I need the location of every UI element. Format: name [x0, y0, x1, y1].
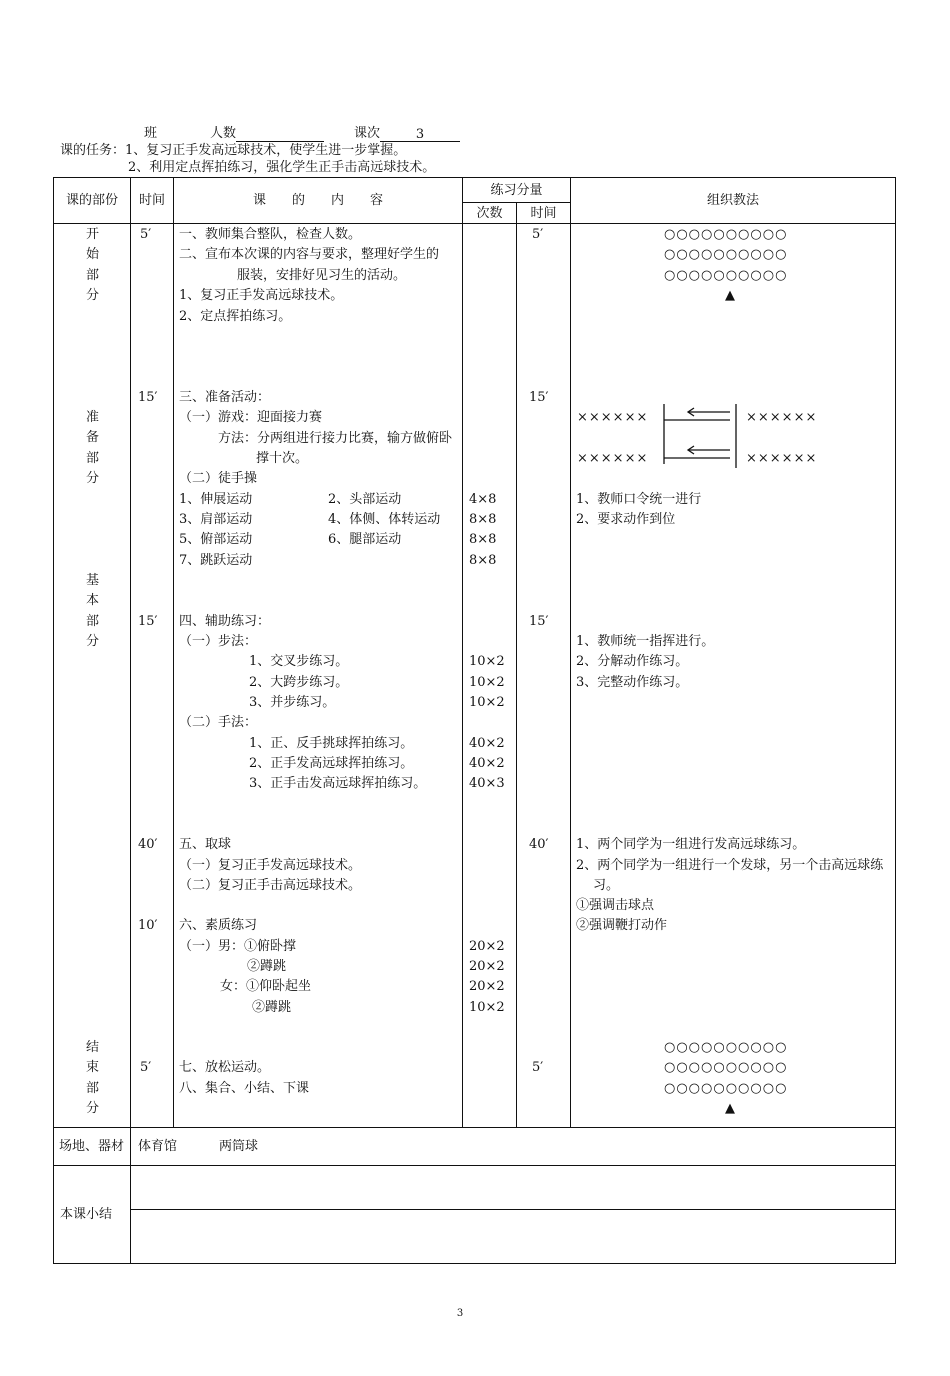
count-cell: 8×8	[469, 512, 497, 527]
content-line: 1、交叉步练习。	[249, 654, 349, 669]
method-line: 3、完整动作练习。	[576, 675, 689, 690]
part-char: 结	[86, 1040, 100, 1055]
content-line: 四、辅助练习：	[179, 614, 271, 629]
content-line: ②蹲跳	[252, 1000, 292, 1015]
count-cell: 10×2	[469, 1000, 505, 1015]
content-line: 一、教师集合整队，检查人数。	[179, 227, 362, 242]
task-prefix: 课的任务：	[60, 143, 126, 158]
part-char: 分	[86, 1101, 100, 1116]
content-line: 2、头部运动	[328, 492, 402, 507]
time-cell: 5′	[140, 1060, 152, 1075]
count-cell: 40×2	[469, 756, 505, 771]
summary-label: 本课小结	[60, 1207, 113, 1222]
count-cell: 20×2	[469, 959, 505, 974]
count-cell: 40×3	[469, 776, 505, 791]
content-line: 1、伸展运动	[179, 492, 253, 507]
header-part: 课的部份	[65, 193, 118, 208]
equipment-value: 两筒球	[219, 1139, 259, 1154]
content-line: 6、腿部运动	[328, 532, 402, 547]
content-line: 3、正手击发高远球挥拍练习。	[249, 776, 427, 791]
count-cell: 8×8	[469, 553, 497, 568]
team-crosses: ××××××	[746, 451, 818, 466]
part-char: 本	[86, 593, 100, 608]
formation-row: ○○○○○○○○○○	[664, 1040, 788, 1055]
part-char: 开	[86, 227, 100, 242]
part-char: 分	[86, 634, 100, 649]
method-line: ②强调鞭打动作	[576, 918, 668, 933]
content-line: 1、复习正手发高远球技术。	[179, 288, 344, 303]
method-line: ①强调击球点	[576, 898, 655, 913]
time-cell: 15′	[138, 390, 158, 405]
part-char: 分	[86, 288, 100, 303]
part-char: 备	[86, 430, 100, 445]
header-method: 组织教法	[706, 193, 759, 208]
content-line: （一）游戏：迎面接力赛	[179, 410, 323, 425]
method-line: 1、两个同学为一组进行发高远球练习。	[576, 837, 806, 852]
task-line-1	[60, 143, 406, 159]
formation-row: ○○○○○○○○○○	[664, 1060, 788, 1075]
part-char: 准	[86, 410, 100, 425]
teacher-triangle-icon: ▲	[725, 288, 735, 303]
part-char: 始	[86, 247, 100, 262]
content-line: （二）手法：	[179, 715, 258, 730]
count-cell: 8×8	[469, 532, 497, 547]
content-line: 撑十次。	[256, 451, 309, 466]
content-line: 五、取球	[179, 837, 232, 852]
part-char: 部	[86, 1081, 100, 1096]
count-cell: 10×2	[469, 654, 505, 669]
amount-time-cell: 5′	[532, 1060, 544, 1075]
content-line: 服装，安排好见习生的活动。	[237, 268, 407, 283]
header-count: 次数	[476, 206, 503, 221]
header-amount-time: 时间	[530, 206, 557, 221]
time-cell: 15′	[138, 614, 158, 629]
people-label-text: 人数	[210, 126, 237, 141]
venue-value: 体育馆	[138, 1139, 178, 1154]
time-cell: 10′	[138, 918, 158, 933]
task-2: 2、利用定点挥拍练习，强化学生正手击高远球技术。	[128, 160, 436, 175]
content-line: 六、素质练习	[179, 918, 258, 933]
part-char: 分	[86, 471, 100, 486]
content-line: 3、并步练习。	[249, 695, 336, 710]
formation-row: ○○○○○○○○○○	[664, 268, 788, 283]
count-cell: 10×2	[469, 675, 505, 690]
part-char: 部	[86, 268, 100, 283]
lesson-label	[354, 126, 460, 142]
content-line: 1、正、反手挑球挥拍练习。	[249, 736, 414, 751]
formation-row: ○○○○○○○○○○	[664, 247, 788, 262]
count-cell: 20×2	[469, 979, 505, 994]
relay-arrow-diagram-icon	[660, 402, 742, 470]
time-cell: 40′	[138, 837, 158, 852]
header-time: 时间	[138, 193, 165, 208]
method-line: 1、教师口令统一进行	[576, 492, 702, 507]
team-crosses: ××××××	[577, 410, 649, 425]
content-line: （一）复习正手发高远球技术。	[179, 858, 362, 873]
count-cell: 40×2	[469, 736, 505, 751]
teacher-triangle-icon: ▲	[725, 1101, 735, 1116]
lesson-value: 3	[380, 127, 460, 142]
amount-time-cell: 15′	[529, 390, 549, 405]
summary-field[interactable]	[130, 1166, 895, 1209]
content-line: 八、集合、小结、下课	[179, 1081, 310, 1096]
class-label: 班	[144, 126, 158, 141]
people-value	[236, 127, 324, 142]
content-line: （二）复习正手击高远球技术。	[179, 878, 362, 893]
team-crosses: ××××××	[746, 410, 818, 425]
content-line: ②蹲跳	[247, 959, 287, 974]
method-line: 1、教师统一指挥进行。	[576, 634, 715, 649]
content-line: 2、定点挥拍练习。	[179, 309, 292, 324]
content-line: 二、宣布本次课的内容与要求，整理好学生的	[179, 247, 440, 262]
formation-row: ○○○○○○○○○○	[664, 227, 788, 242]
content-line: 七、放松运动。	[179, 1060, 271, 1075]
part-char: 基	[86, 573, 100, 588]
amount-time-cell: 5′	[532, 227, 544, 242]
content-line: 方法：分两组进行接力比赛，输方做俯卧	[218, 431, 453, 446]
page-number: 3	[456, 1308, 464, 1319]
formation-row: ○○○○○○○○○○	[664, 1081, 788, 1096]
content-line: （二）徒手操	[179, 471, 258, 486]
content-line: 3、肩部运动	[179, 512, 253, 527]
amount-time-cell: 40′	[529, 837, 549, 852]
time-cell: 5′	[140, 227, 152, 242]
part-char: 束	[86, 1060, 100, 1075]
people-label	[210, 126, 324, 142]
content-line: 三、准备活动：	[179, 390, 271, 405]
count-cell: 20×2	[469, 939, 505, 954]
method-line: 习。	[593, 878, 620, 893]
content-line: 女：①仰卧起坐	[220, 979, 312, 994]
task-1: 1、复习正手发高远球技术，使学生进一步掌握。	[125, 143, 407, 158]
lesson-label-text: 课次	[354, 126, 381, 141]
content-line: 5、俯部运动	[179, 532, 253, 547]
summary-field[interactable]	[130, 1210, 895, 1263]
content-line: （一）男：①俯卧撑	[179, 939, 297, 954]
content-line: 2、大跨步练习。	[249, 675, 349, 690]
method-line: 2、分解动作练习。	[576, 654, 689, 669]
method-line: 2、两个同学为一组进行一个发球，另一个击高远球练	[576, 858, 884, 873]
amount-time-cell: 15′	[529, 614, 549, 629]
content-line: 7、跳跃运动	[179, 553, 253, 568]
venue-label: 场地、器材	[59, 1139, 125, 1154]
method-line: 2、要求动作到位	[576, 512, 676, 527]
header-amount: 练习分量	[490, 183, 543, 198]
content-line: 4、体侧、体转运动	[328, 512, 441, 527]
content-line: （一）步法：	[179, 634, 258, 649]
team-crosses: ××××××	[577, 451, 649, 466]
content-line: 2、正手发高远球挥拍练习。	[249, 756, 414, 771]
count-cell: 10×2	[469, 695, 505, 710]
count-cell: 4×8	[469, 492, 497, 507]
header-content: 课 的 内 容	[252, 193, 383, 208]
part-char: 部	[86, 451, 100, 466]
part-char: 部	[86, 614, 100, 629]
